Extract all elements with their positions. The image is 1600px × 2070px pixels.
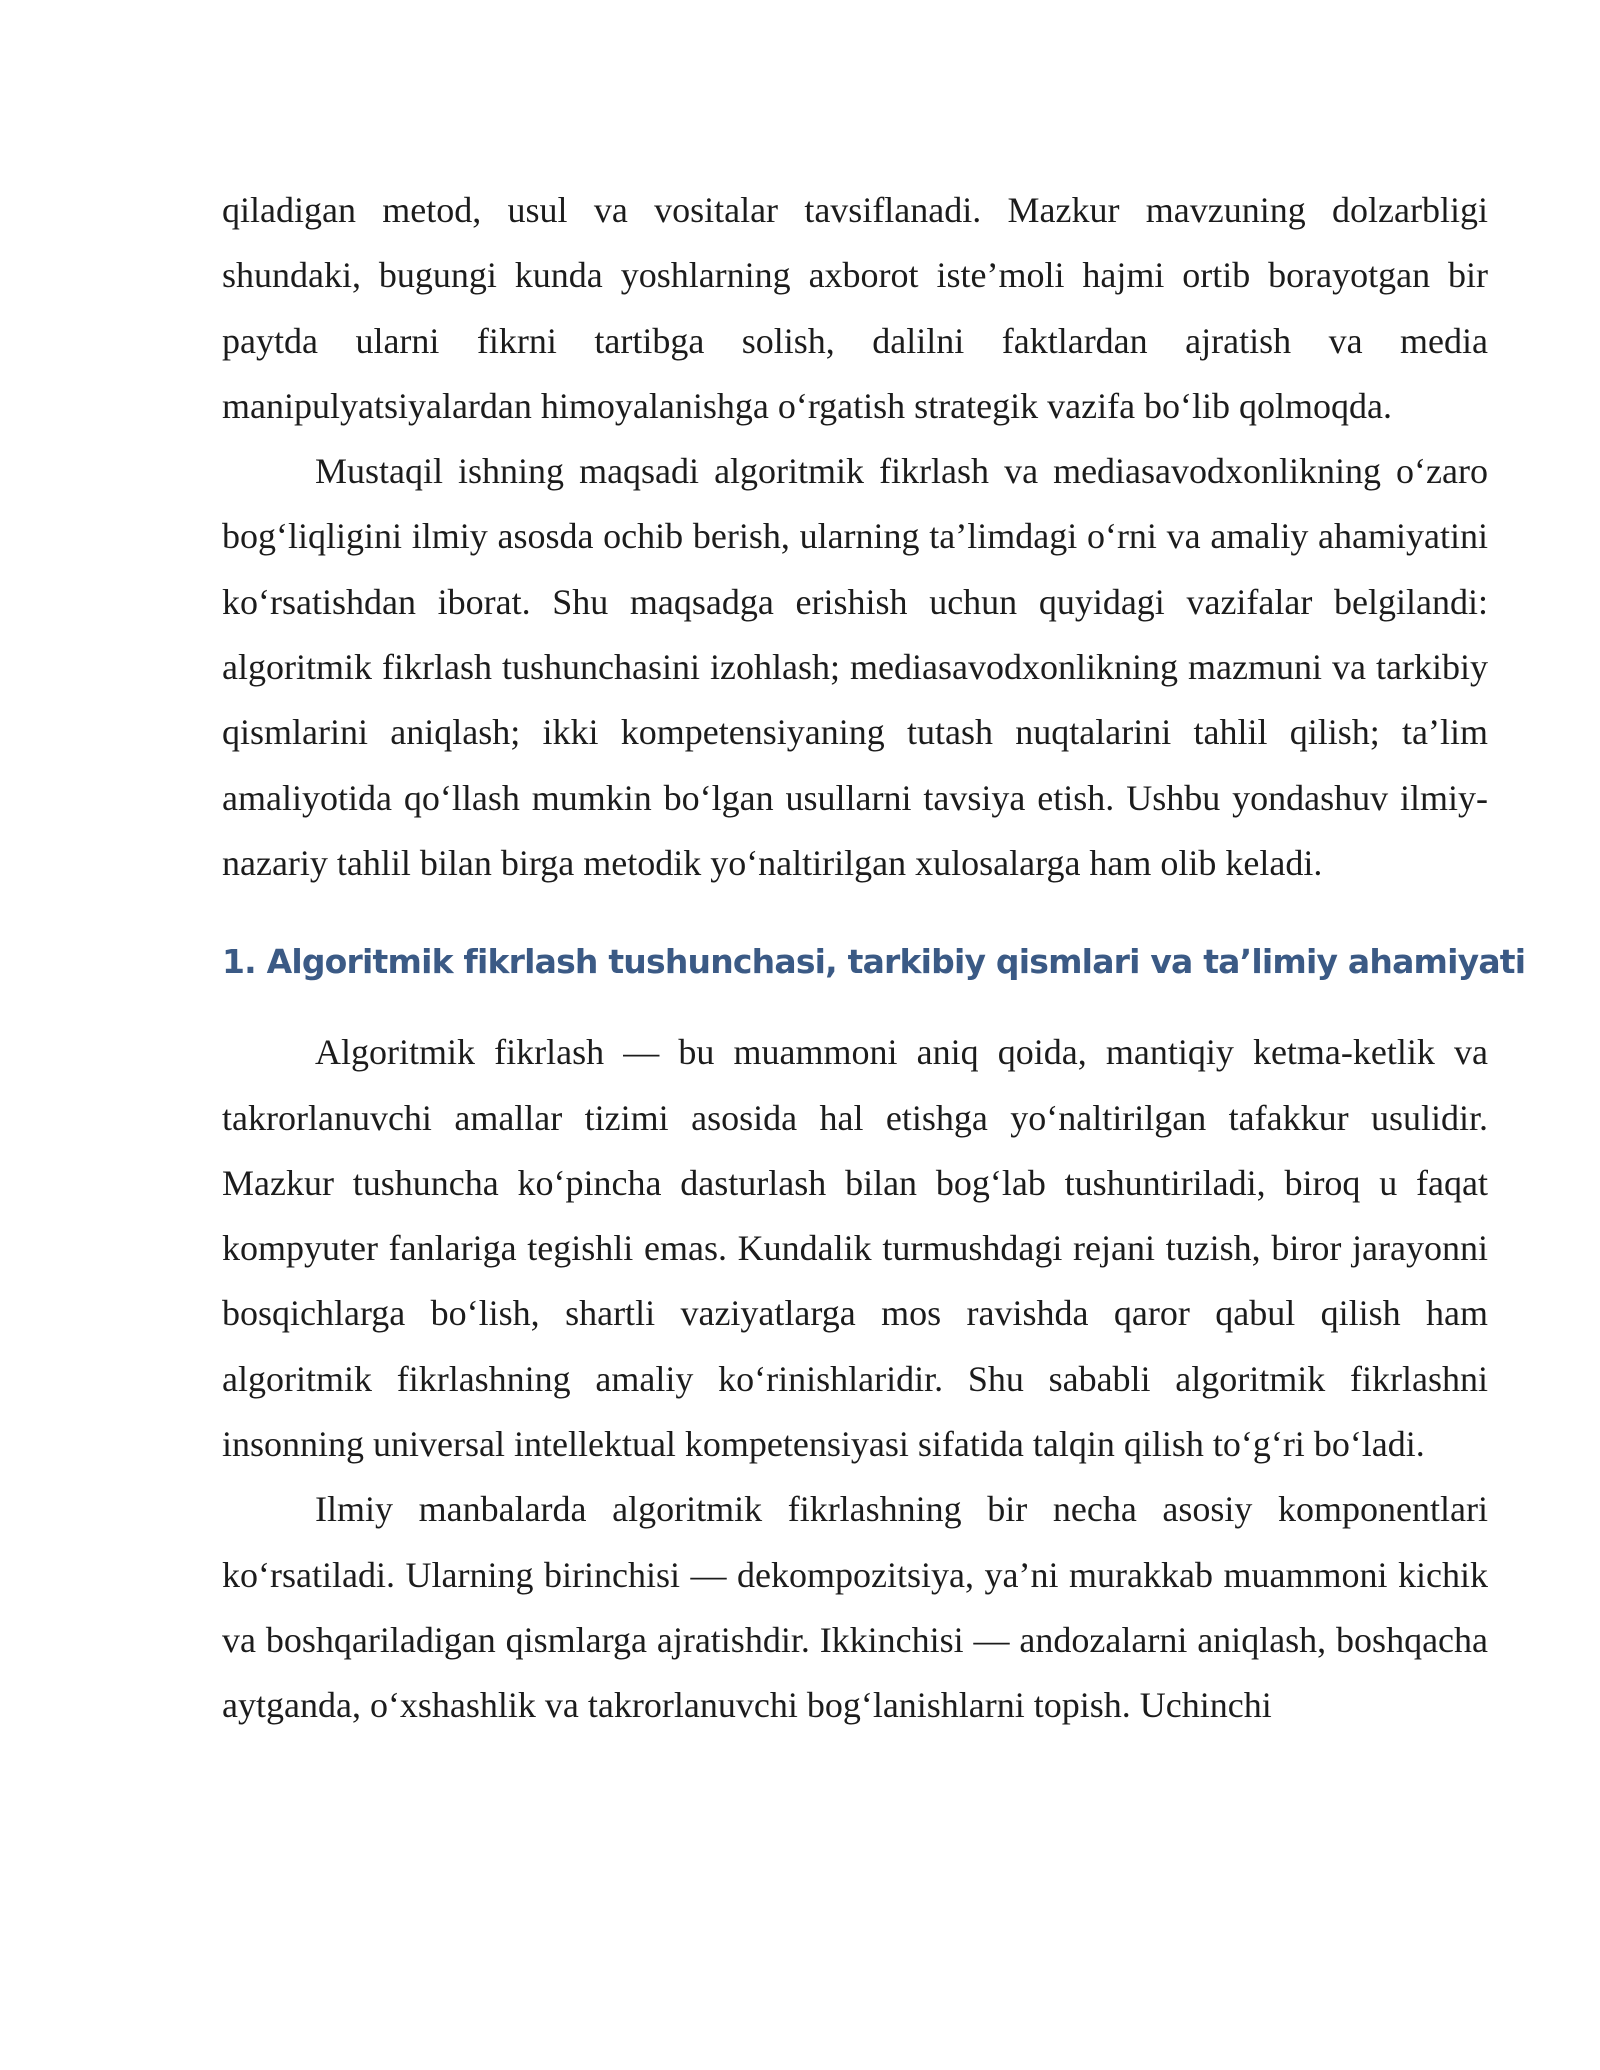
section-heading: 1. Algoritmik fikrlash tushunchasi, tarkibiy qismlari va ta’limiy ahamiyati (222, 942, 1526, 982)
page-body (222, 178, 1526, 1739)
body-paragraph: Algoritmik fikrlash — bu muammoni aniq qoida, mantiqiy ketma-ketlik va takrorlanuvchi amallar tizimi asosida hal etishga yo‘naltirilgan tafakkur usulidir. Mazkur tushuncha ko‘pincha dasturlash bilan bog‘lab tushuntiriladi, biroq u faqat kompyuter fanlariga tegishli emas. Kundalik turmushdagi rejani tuzish, biror jarayonni bosqichlarga bo‘lish, shartli vaziyatlarga mos ravishda qaror qabul qilish ham algoritmik fikrlashning amaliy ko‘rinishlaridir. Shu sababli algoritmik fikrlashni insonning universal intellektual kompetensiyasi sifatida talqin qilish to‘g‘ri bo‘ladi. (222, 1032, 1488, 1465)
body-paragraph: Mustaqil ishning maqsadi algoritmik fikrlash va mediasavodxonlikning o‘zaro bog‘liqligini ilmiy asosda ochib berish, ularning ta’limdagi o‘rni va amaliy ahamiyatini ko‘rsatishdan iborat. Shu maqsadga erishish uchun quyidagi vazifalar belgilandi: algoritmik fikrlash tushunchasini izohlash; mediasavodxonlikning mazmuni va tarkibiy qismlarini aniqlash; ikki kompetensiyaning tutash nuqtalarini tahlil qilish; ta’lim amaliyotida qo‘llash mumkin bo‘lgan usullarni tavsiya etish. Ushbu yondashuv ilmiy-nazariy tahlil bilan birga metodik yo‘naltirilgan xulosalarga ham olib keladi. (222, 451, 1488, 883)
body-paragraph: qiladigan metod, usul va vositalar tavsiflanadi. Mazkur mavzuning dolzarbligi shundaki, bugungi kunda yoshlarning axborot iste’moli hajmi ortib borayotgan bir paytda ularni fikrni tartibga solish, dalilni faktlardan ajratish va media manipulyatsiyalardan himoyalanishga o‘rgatish strategik vazifa bo‘lib qolmoqda. (222, 190, 1488, 426)
body-paragraph: Ilmiy manbalarda algoritmik fikrlashning bir necha asosiy komponentlari ko‘rsatiladi. Ularning birinchisi — dekompozitsiya, ya’ni murakkab muammoni kichik va boshqariladigan qismlarga ajratishdir. Ikkinchisi — andozalarni aniqlash, boshqacha aytganda, o‘xshashlik va takrorlanuvchi bog‘lanishlarni topish. Uchinchi (222, 1489, 1488, 1726)
